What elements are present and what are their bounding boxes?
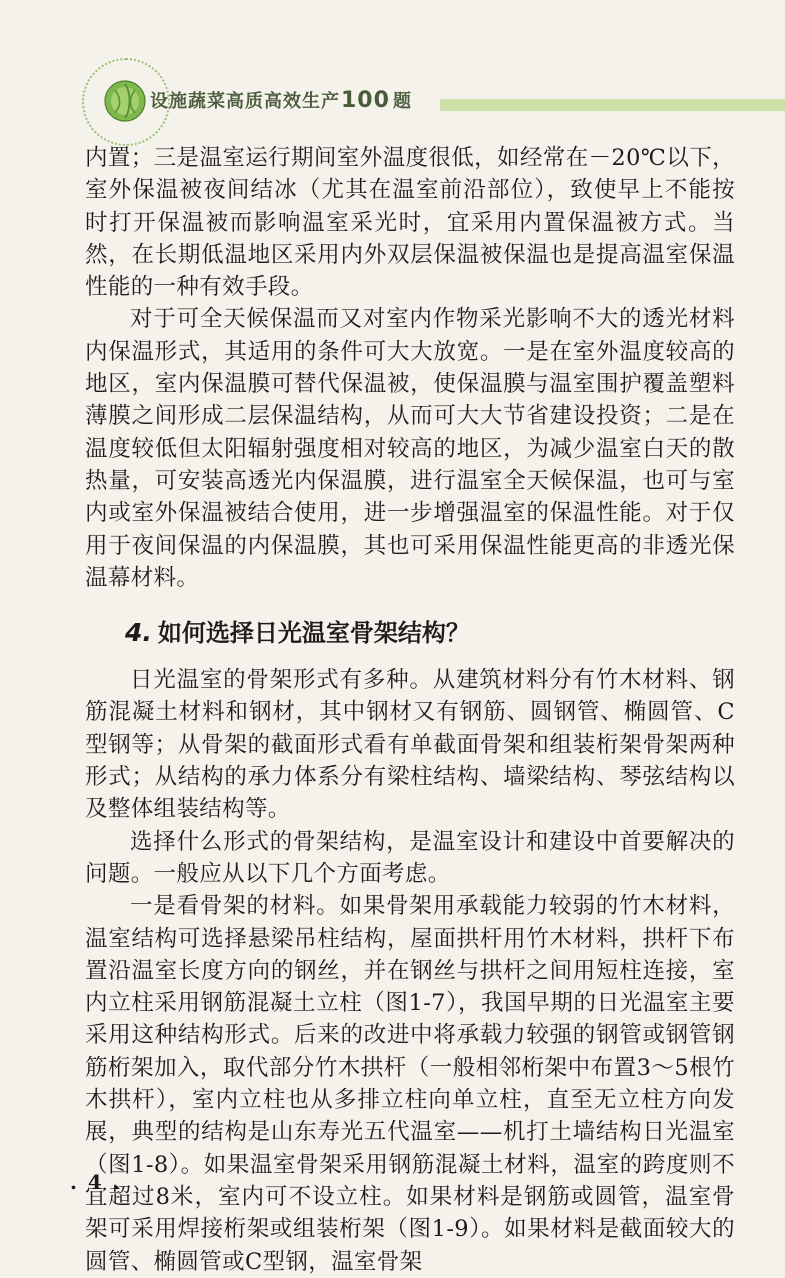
book-title-suffix: 题 [392, 91, 412, 112]
book-title [150, 87, 412, 113]
paragraph: 选择什么形式的骨架结构，是温室设计和建设中首要解决的问题。一般应从以下几个方面考虑。 [85, 828, 735, 887]
section-heading [125, 616, 735, 650]
section-title: 如何选择日光温室骨架结构？ [157, 619, 470, 648]
page-number: . 4 . [70, 1170, 122, 1194]
section-number: 4. [125, 618, 152, 648]
book-title-number: 100 [341, 88, 390, 113]
paragraph: 内置；三是温室运行期间室外温度很低，如经常在－20℃以下，室外保温被夜间结冰（尤其在温室前沿部位），致使早上不能按时打开保温被而影响温室采光时，宜采用内置保温被方式。当然，在长期低温地区采用内外双层保温被保温也是提高温室保温性能的一种有效手段。 [85, 145, 735, 301]
paragraph: 一是看骨架的材料。如果骨架用承载能力较弱的竹木材料，温室结构可选择悬梁吊柱结构，屋面拱杆用竹木材料，拱杆下布置沿温室长度方向的钢丝，并在钢丝与拱杆之间用短柱连接，室内立柱采用钢筋混凝土立柱（图1-7），我国早期的日光温室主要采用这种结构形式。后来的改进中将承载力较强的钢管或钢管钢筋桁架加入，取代部分竹木拱杆（一般相邻桁架中布置3～5根竹木拱杆），室内立柱也从多排立柱向单立柱，直至无立柱方向发展，典型的结构是山东寿光五代温室——机打土墙结构日光温室（图1-8）。如果温室骨架采用钢筋混凝土材料，温室的跨度则不宜超过8米，室内可不设立柱。如果材料是钢筋或圆管，温室骨架可采用焊接桁架或组装桁架（图1-9）。如果材料是截面较大的圆管、椭圆管或C型钢，温室骨架 [85, 893, 735, 1275]
paragraph: 日光温室的骨架形式有多种。从建筑材料分有竹木材料、钢筋混凝土材料和钢材，其中钢材又有钢筋、圆钢管、椭圆管、C型钢等；从骨架的截面形式看有单截面骨架和组装桁架骨架两种形式；从结构的承力体系分有梁柱结构、墙梁结构、琴弦结构以及整体组装结构等。 [85, 667, 735, 823]
paragraph: 对于可全天候保温而又对室内作物采光影响不大的透光材料内保温形式，其适用的条件可大大放宽。一是在室外温度较高的地区，室内保温膜可替代保温被，使保温膜与温室围护覆盖塑料薄膜之间形成二层保温结构，从而可大大节省建设投资；二是在温度较低但太阳辐射强度相对较高的地区，为减少温室白天的散热量，可安装高透光内保温膜，进行温室全天候保温，也可与室内或室外保温被结合使用，进一步增强温室的保温性能。对于仅用于夜间保温的内保温膜，其也可采用保温性能更高的非透光保温幕材料。 [85, 306, 735, 591]
page-content [85, 142, 735, 1278]
page-header [0, 40, 785, 150]
header-accent-bar [440, 99, 785, 111]
cabbage-icon [100, 76, 150, 126]
book-title-prefix: 设施蔬菜高质高效生产 [150, 91, 340, 112]
